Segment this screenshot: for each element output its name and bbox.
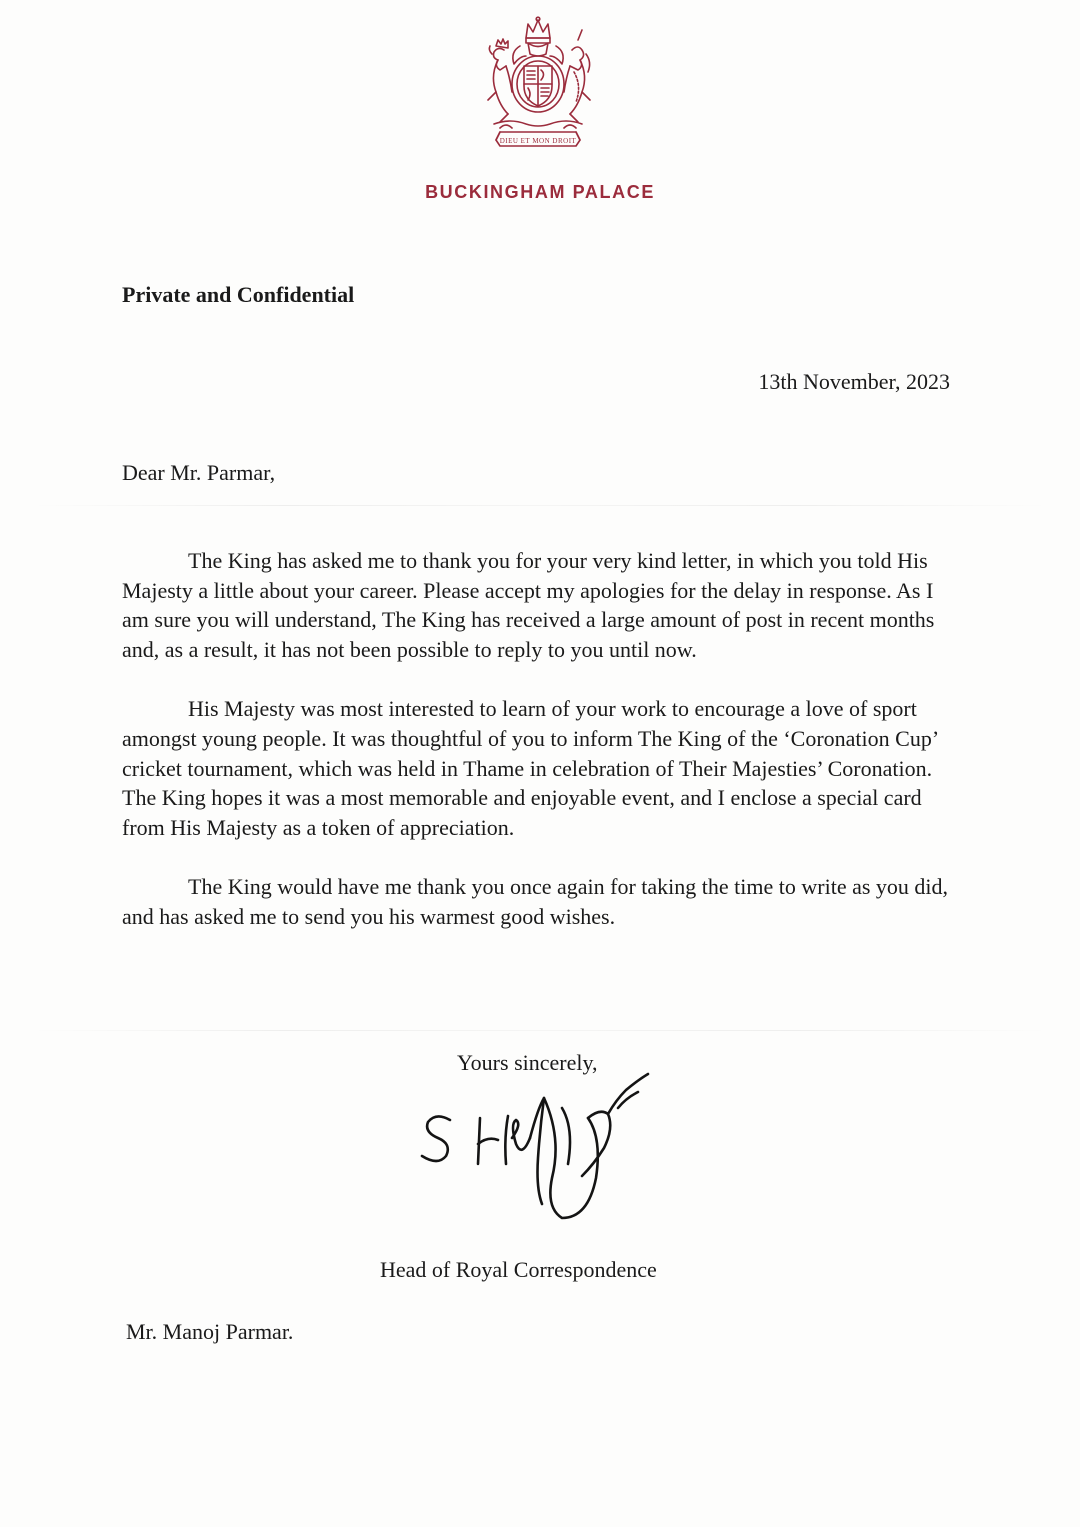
scan-artifact-line — [30, 505, 1050, 506]
crest-motto-text: DIEU ET MON DROIT — [499, 137, 577, 145]
body-paragraph-2: His Majesty was most interested to learn of your work to encourage a love of sport amongst young people. It was thoughtful of you to inform The King of the ‘Coronation Cup’ cricket tournament, which was held in Thame in celebration of Their Majesties’ Coronation. The King hopes it was a most memorable and enjoyable event, and I enclose a special card from His Majesty as a token of appreciation. — [122, 696, 938, 840]
scan-artifact-line — [30, 1030, 1050, 1031]
body-paragraph-3: The King would have me thank you once again for taking the time to write as you did, and has asked me to send you his warmest good wishes. — [122, 874, 949, 929]
confidentiality-marking: Private and Confidential — [122, 282, 355, 307]
addressee: Mr. Manoj Parmar. — [126, 1319, 294, 1344]
body-paragraph-1: The King has asked me to thank you for your very kind letter, in which you told His Majesty a little about your career. Please accept my apologies for the delay in response. As I am sure you will understand, The King has received a large amount of post in recent months and, as a result, it has not been possible to reply to you until now. — [122, 548, 935, 662]
signatory-title: Head of Royal Correspondence — [380, 1257, 657, 1282]
royal-coat-of-arms-icon — [470, 16, 606, 152]
handwritten-signature-icon — [412, 1068, 662, 1228]
closing: Yours sincerely, — [457, 1050, 598, 1075]
sender-name: BUCKINGHAM PALACE — [425, 182, 655, 202]
salutation: Dear Mr. Parmar, — [122, 460, 276, 485]
letterhead-sender — [0, 182, 1080, 203]
letter-date: 13th November, 2023 — [758, 369, 950, 394]
letter-body — [122, 546, 962, 962]
